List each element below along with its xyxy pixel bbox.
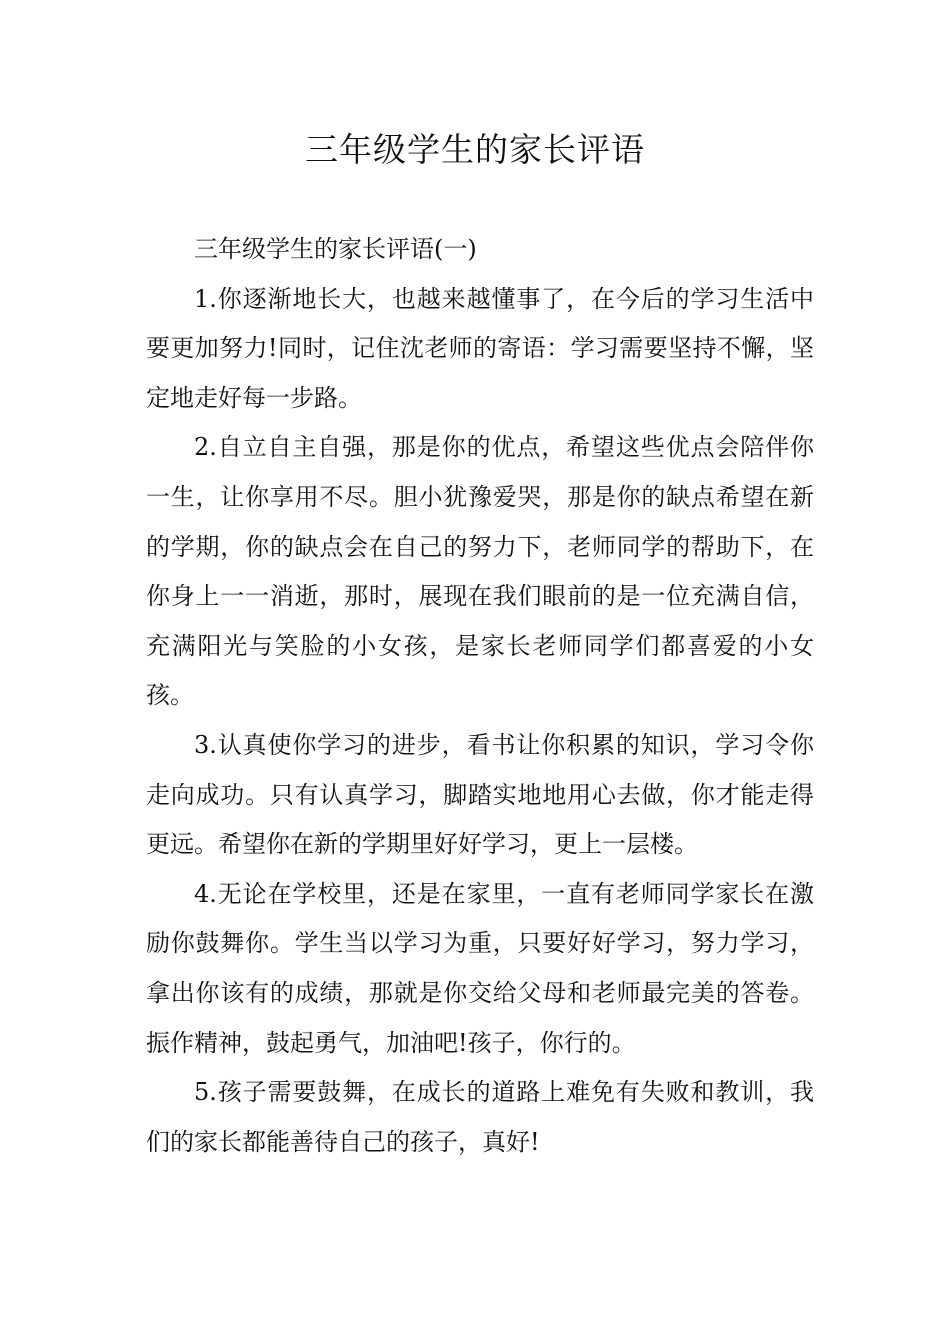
comment-paragraph-3: 3.认真使你学习的进步，看书让你积累的知识，学习令你走向成功。只有认真学习，脚踏实地地用心去做，你才能走得更远。希望你在新的学期里好好学习，更上一层楼。	[146, 730, 814, 859]
comment-paragraph-1: 1.你逐渐地长大，也越来越懂事了，在今后的学习生活中要更加努力!同时，记住沈老师的寄语：学习需要坚持不懈，坚定地走好每一步路。	[146, 284, 814, 412]
document-body	[146, 225, 814, 1167]
section-heading: 三年级学生的家长评语(一)	[194, 235, 477, 263]
comment-paragraph-5: 5.孩子需要鼓舞，在成长的道路上难免有失败和教训，我们的家长都能善待自己的孩子，真好!	[146, 1078, 814, 1156]
comment-paragraph-2: 2.自立自主自强，那是你的优点，希望这些优点会陪伴你一生，让你享用不尽。胆小犹豫爱哭，那是你的缺点希望在新的学期，你的缺点会在自己的努力下，老师同学的帮助下，在你身上一一消逝，那时，展现在我们眼前的是一位充满自信，充满阳光与笑脸的小女孩，是家长老师同学们都喜爱的小女孩。	[146, 433, 814, 710]
page-title: 三年级学生的家长评语	[305, 130, 645, 169]
comment-paragraph-4: 4.无论在学校里，还是在家里，一直有老师同学家长在激励你鼓舞你。学生当以学习为重，只要好好学习，努力学习，拿出你该有的成绩，那就是你交给父母和老师最完美的答卷。振作精神，鼓起勇气，加油吧!孩子，你行的。	[146, 879, 814, 1057]
